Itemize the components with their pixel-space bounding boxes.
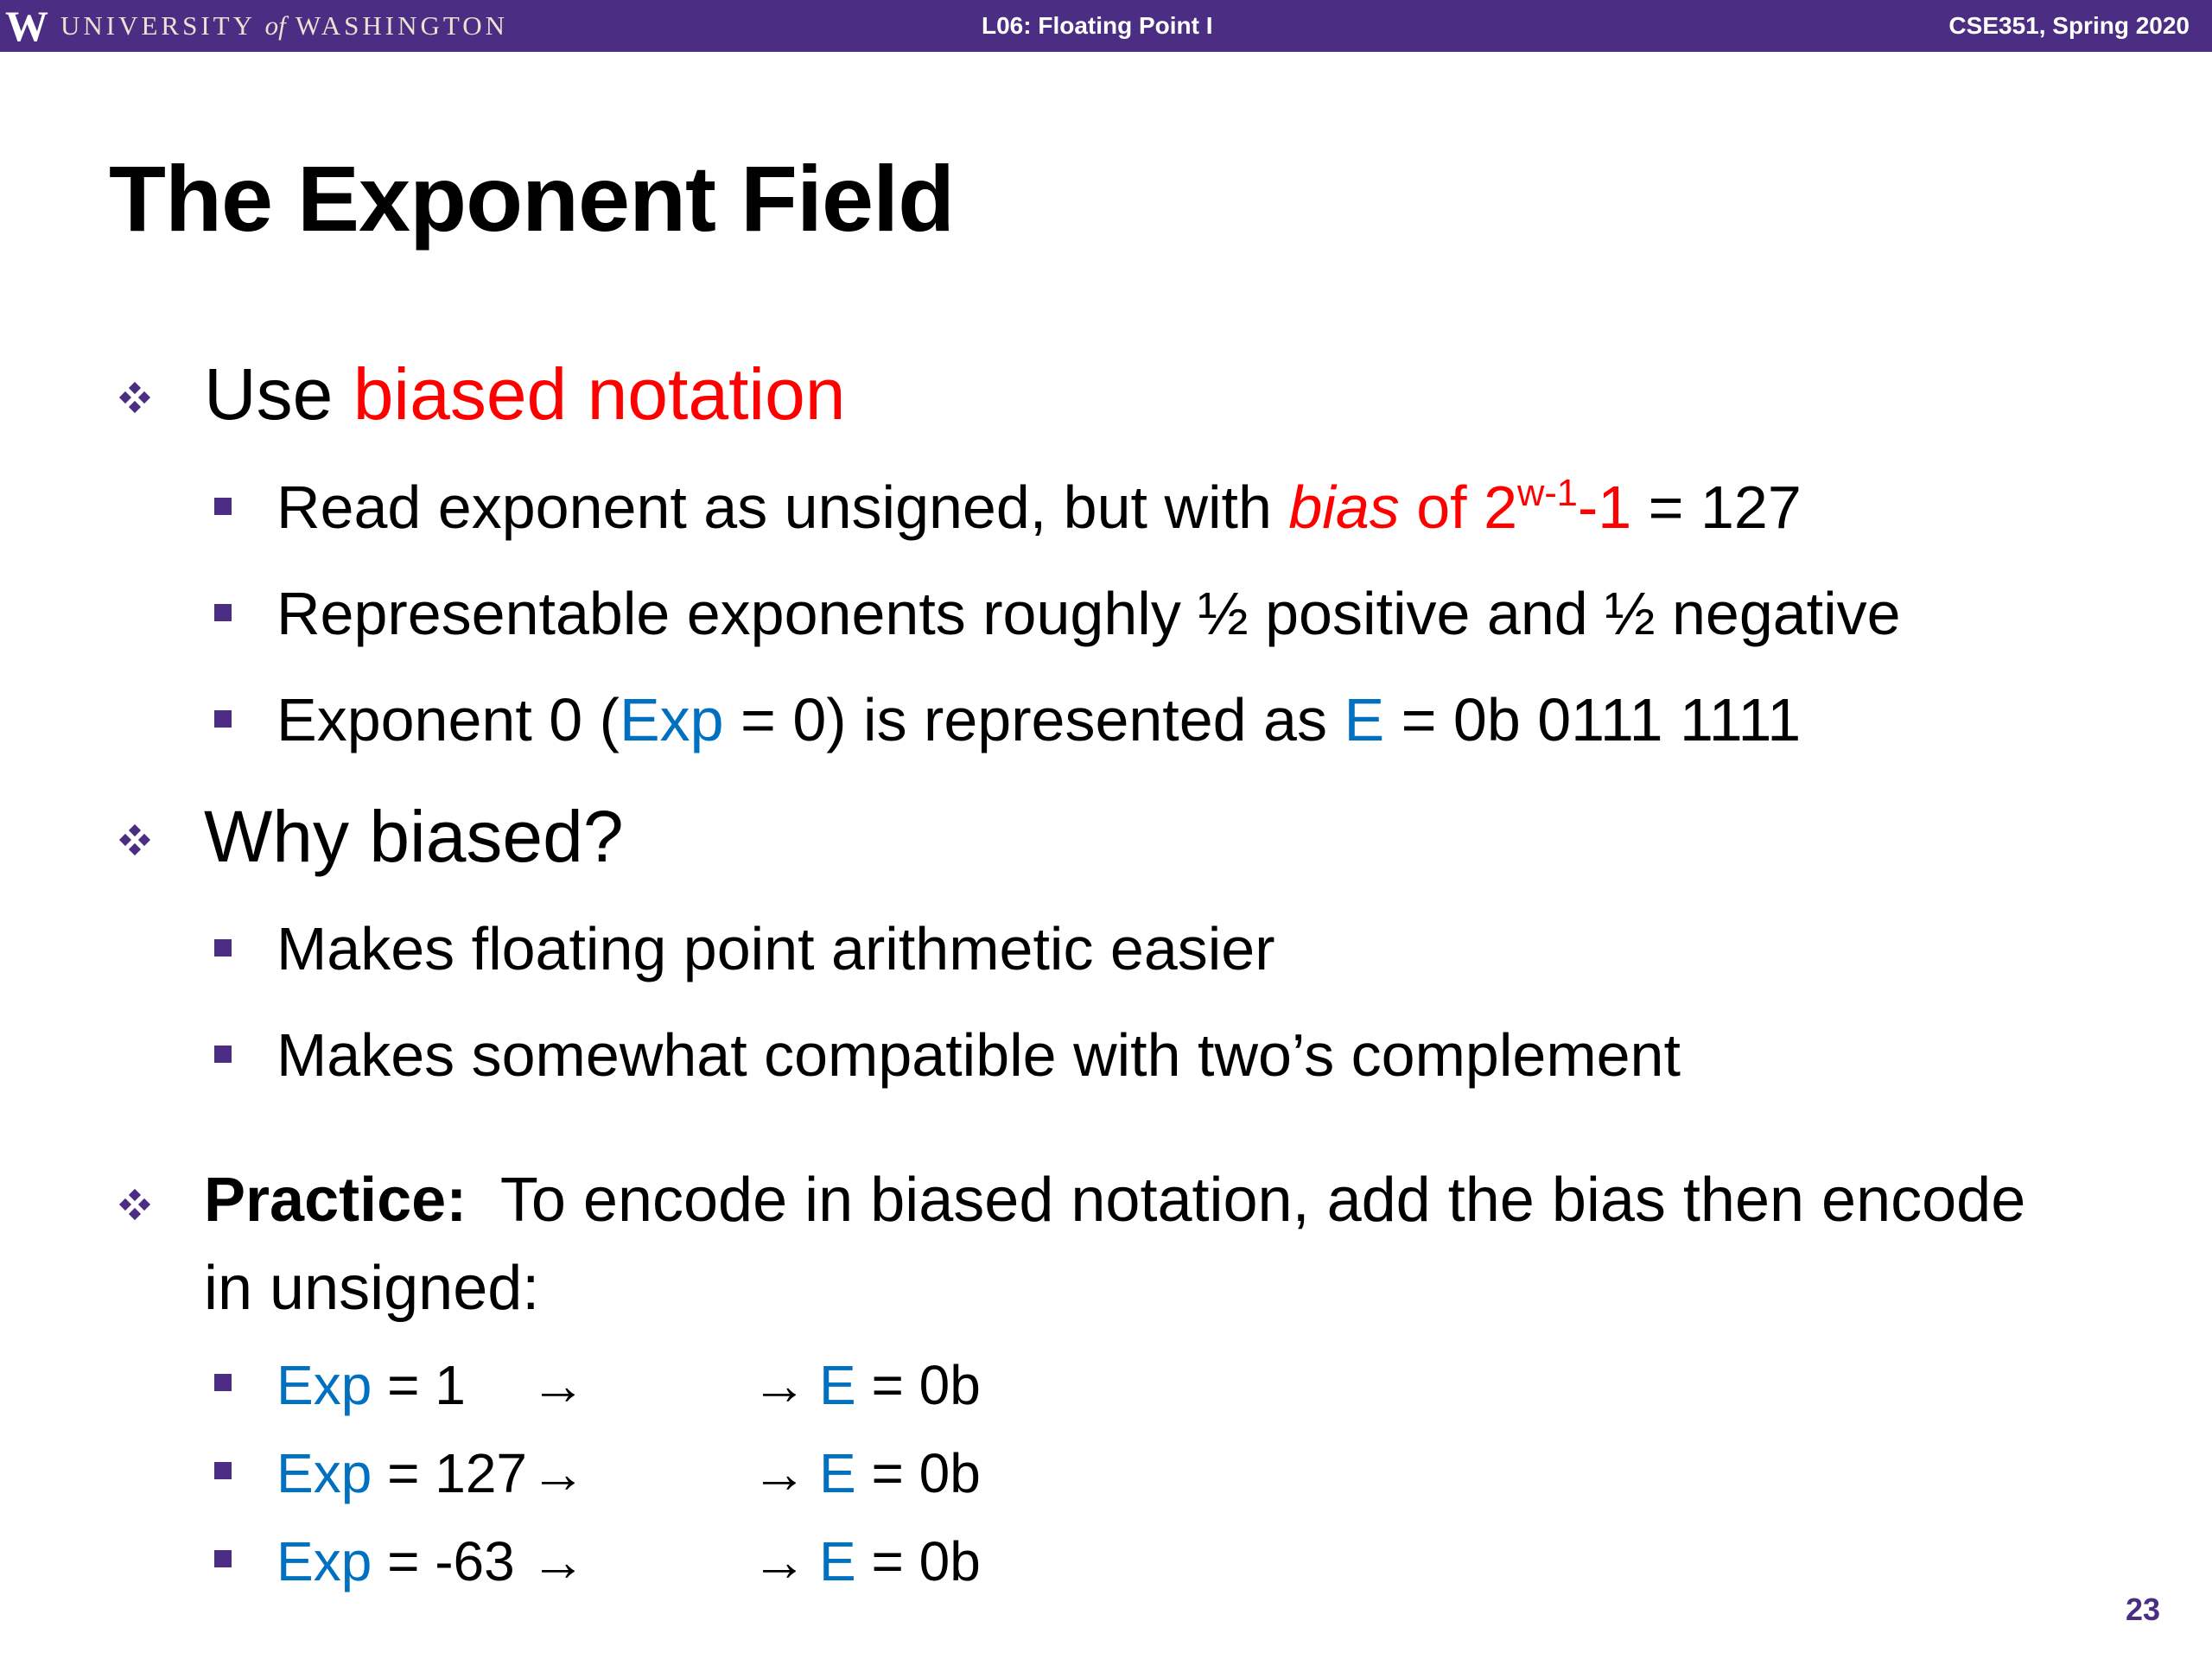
uw-w-logo-icon: W [5, 2, 47, 50]
sub-bullet-exponent-zero: Exponent 0 (Exp = 0) is represented as E = 0b 0111 1111 [276, 683, 1801, 757]
header-bar [0, 0, 2212, 52]
square-bullet-icon [214, 604, 232, 621]
square-bullet-icon [214, 1046, 232, 1063]
practice-row-exp-127: Exp = 127 → → E = 0b [276, 1436, 1141, 1510]
diamond-bullet-icon [118, 1187, 152, 1222]
square-bullet-icon [214, 710, 232, 728]
slide-title: The Exponent Field [109, 146, 955, 251]
square-bullet-icon [214, 939, 232, 957]
university-name: UNIVERSITY of WASHINGTON [60, 10, 509, 41]
bullet-why-biased: Why biased? [204, 793, 624, 880]
sub-bullet-twos-complement: Makes somewhat compatible with two’s complement [276, 1018, 1681, 1092]
slide-number: 23 [2125, 1592, 2160, 1627]
course-name: CSE351, Spring 2020 [1948, 12, 2190, 39]
square-bullet-icon [214, 1374, 232, 1391]
bullet-biased-notation: Use biased notation [204, 351, 846, 437]
square-bullet-icon [214, 1550, 232, 1567]
sub-bullet-representable-exponents: Representable exponents roughly ½ positive and ½ negative [276, 576, 1901, 651]
university-logo [5, 2, 508, 50]
diamond-bullet-icon [118, 380, 152, 415]
sub-bullet-read-exponent: Read exponent as unsigned, but with bias of $2^{w-1}-1 = 127$ [276, 470, 1802, 544]
highlight-biased-notation: biased notation [353, 353, 846, 435]
sub-bullet-arithmetic-easier: Makes floating point arithmetic easier [276, 912, 1275, 986]
square-bullet-icon [214, 1462, 232, 1479]
square-bullet-icon [214, 498, 232, 515]
practice-row-exp-1: Exp = 1 → → E = 0b [276, 1348, 1141, 1422]
lecture-title: L06: Floating Point I [982, 12, 1213, 39]
bullet-practice: Practice: To encode in biased notation, add the bias then encode in unsigned: [204, 1156, 2053, 1332]
practice-row-exp-neg63: Exp = -63 → → E = 0b [276, 1524, 1141, 1599]
diamond-bullet-icon [118, 823, 152, 857]
